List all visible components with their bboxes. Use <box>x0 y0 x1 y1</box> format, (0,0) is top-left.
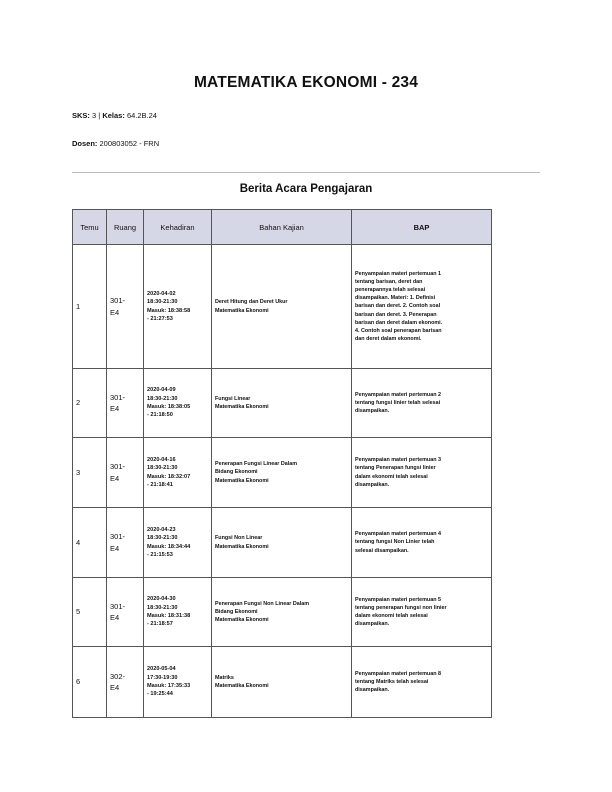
cell-ruang: 302- E4 <box>107 647 144 718</box>
cell-ruang: 301- E4 <box>107 438 144 508</box>
cell-ruang: 301- E4 <box>107 508 144 578</box>
cell-bahan-kajian: Fungsi Non Linear Matematika Ekonomi <box>212 508 352 578</box>
cell-kehadiran: 2020-04-30 18:30-21:30 Masuk: 18:31:38 - 21:18:57 <box>144 578 212 647</box>
cell-temu: 6 <box>73 647 107 718</box>
cell-bap: Penyampaian materi pertemuan 3 tentang Penerapan fungsi linier dalam ekonomi telah selesai disampaikan. <box>352 438 492 508</box>
cell-kehadiran: 2020-05-04 17:30-19:30 Masuk: 17:35:33 - 19:25:44 <box>144 647 212 718</box>
cell-bahan-kajian: Fungsi Linear Matematika Ekonomi <box>212 369 352 438</box>
table-header-row <box>73 210 492 245</box>
sks-value: 3 <box>92 111 97 120</box>
header-bahan-kajian: Bahan Kajian <box>212 210 352 245</box>
page-title: MATEMATIKA EKONOMI - 234 <box>193 74 419 91</box>
cell-bahan-kajian: Deret Hitung dan Deret Ukur Matematika Ekonomi <box>212 245 352 369</box>
divider <box>72 172 540 173</box>
cell-bahan-kajian: Penerapan Fungsi Non Linear Dalam Bidang Ekonomi Matematika Ekonomi <box>212 578 352 647</box>
table-row <box>73 578 492 647</box>
cell-ruang: 301- E4 <box>107 578 144 647</box>
cell-ruang: 301- E4 <box>107 369 144 438</box>
meta-separator: | <box>98 111 101 120</box>
cell-bap: Penyampaian materi pertemuan 5 tentang penerapan fungsi non linier dalam ekonomi telah selesai disampaikan. <box>352 578 492 647</box>
table-row <box>73 508 492 578</box>
cell-temu: 4 <box>73 508 107 578</box>
cell-bap: Penyampaian materi pertemuan 8 tentang Matriks telah selesai disampaikan. <box>352 647 492 718</box>
section-title: Berita Acara Pengajaran <box>239 183 373 195</box>
table-row <box>73 647 492 718</box>
bap-table <box>72 209 492 718</box>
cell-kehadiran: 2020-04-02 18:30-21:30 Masuk: 18:38:58 - 21:27:53 <box>144 245 212 369</box>
cell-bahan-kajian: Matriks Matematika Ekonomi <box>212 647 352 718</box>
cell-kehadiran: 2020-04-23 18:30-21:30 Masuk: 18:34:44 - 21:15:53 <box>144 508 212 578</box>
cell-bahan-kajian: Penerapan Fungsi Linear Dalam Bidang Ekonomi Matematika Ekonomi <box>212 438 352 508</box>
dosen-label: Dosen: <box>72 139 98 148</box>
header-ruang: Ruang <box>107 210 144 245</box>
cell-bap: Penyampaian materi pertemuan 4 tentang fungsi Non Linier telah selesai disampaikan. <box>352 508 492 578</box>
cell-kehadiran: 2020-04-09 18:30-21:30 Masuk: 18:38:05 - 21:18:50 <box>144 369 212 438</box>
sks-label: SKS: <box>72 111 90 120</box>
header-bap: BAP <box>352 210 492 245</box>
table-row <box>73 369 492 438</box>
cell-temu: 2 <box>73 369 107 438</box>
kelas-label: Kelas: <box>102 111 125 120</box>
kelas-value: 64.2B.24 <box>126 111 157 120</box>
header-temu: Temu <box>73 210 107 245</box>
course-meta <box>72 111 157 120</box>
dosen-meta <box>72 139 159 148</box>
cell-temu: 5 <box>73 578 107 647</box>
table-row <box>73 438 492 508</box>
cell-bap: Penyampaian materi pertemuan 2 tentang fungsi linier telah selesai disampaikan. <box>352 369 492 438</box>
header-kehadiran: Kehadiran <box>144 210 212 245</box>
table-row <box>73 245 492 369</box>
cell-temu: 1 <box>73 245 107 369</box>
cell-temu: 3 <box>73 438 107 508</box>
cell-bap: Penyampaian materi pertemuan 1 tentang barisan, deret dan penerapannya telah selesai disampaikan. Materi: 1. Definisi barisan dan deret. 2. Contoh soal barisan dan deret. 3. Penerapan barisan dan deret dalam ekonomi. 4. Contoh soal penerapan barisan dan deret dalam ekonomi. <box>352 245 492 369</box>
cell-kehadiran: 2020-04-16 18:30-21:30 Masuk: 18:32:07 - 21:18:41 <box>144 438 212 508</box>
cell-ruang: 301- E4 <box>107 245 144 369</box>
dosen-value: 200803052 - FRN <box>99 139 160 148</box>
